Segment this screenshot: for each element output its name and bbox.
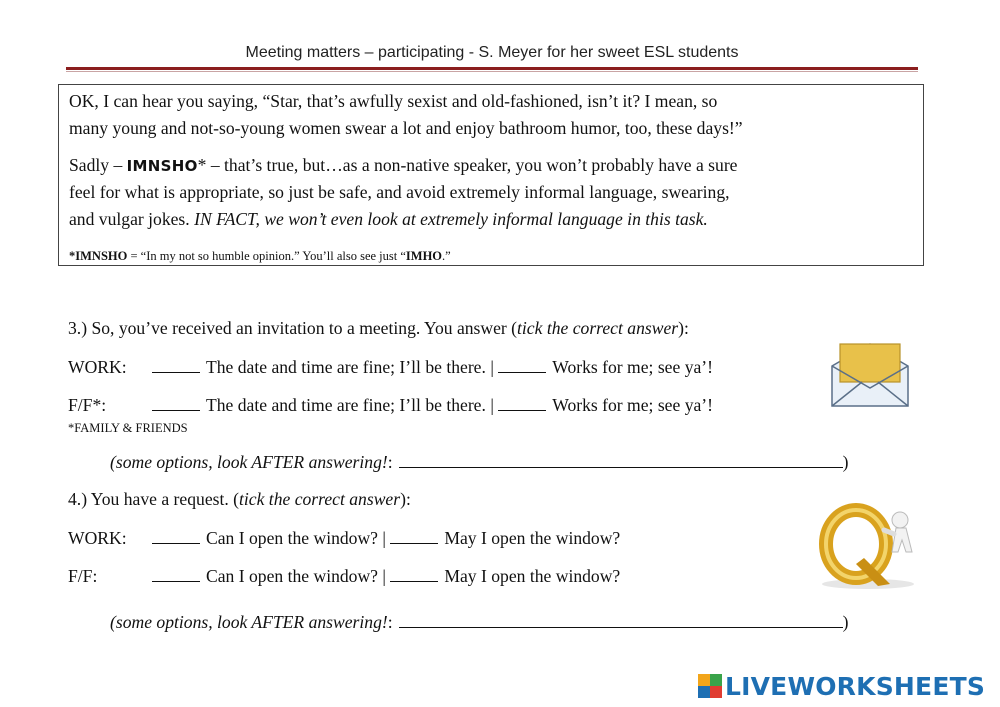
q4-options-field[interactable] (399, 613, 843, 628)
q4-options-colon: : (387, 612, 393, 632)
q3-work-option-b: Works for me; see ya’! (552, 357, 714, 377)
brand-text: LIVEWORKSHEETS (725, 671, 986, 701)
q3-work-blank-b[interactable] (498, 358, 546, 373)
q4-work-blank-b[interactable] (390, 529, 438, 544)
q3-ff-separator: | (490, 395, 494, 415)
q3-ff-option-b: Works for me; see ya’! (552, 395, 714, 415)
q3-work-row (68, 357, 713, 378)
q3-options-field[interactable] (399, 453, 843, 468)
note-line-1: OK, I can hear you saying, “Star, that’s awfully sexist and old-fashioned, isn’t it? I mean, so (69, 91, 718, 111)
q4-work-option-b: May I open the window? (444, 528, 621, 548)
q4-work-option-a: Can I open the window? (206, 528, 378, 548)
page-header: Meeting matters – participating - S. Meyer for her sweet ESL students (245, 44, 739, 61)
q4-ff-blank-b[interactable] (390, 567, 438, 582)
q3-prompt (68, 318, 689, 339)
note-line-4: feel for what is appropriate, so just be safe, and avoid extremely informal language, swearing, (69, 182, 730, 202)
q3-work-label: WORK: (68, 357, 127, 377)
q4-ff-blank-a[interactable] (152, 567, 200, 582)
q3-ff-blank-b[interactable] (498, 396, 546, 411)
q4-prompt-text: 4.) You have a request. ( (68, 489, 240, 509)
q4-prompt (68, 489, 411, 510)
q3-prompt-end: ): (678, 318, 689, 338)
q4-prompt-italic: tick the correct answer (239, 489, 401, 509)
q3-prompt-italic: tick the correct answer (517, 318, 679, 338)
q3-options-line (110, 452, 849, 473)
note-line-5-italic: IN FACT, we won’t even look at extremely informal language in this task. (194, 209, 708, 229)
note-line-2: many young and not-so-young women swear a lot and enjoy bathroom humor, too, these days!” (69, 118, 743, 138)
q4-prompt-end: ): (400, 489, 411, 509)
q4-ff-option-a: Can I open the window? (206, 566, 378, 586)
q4-work-row (68, 528, 620, 549)
q4-work-blank-a[interactable] (152, 529, 200, 544)
header-divider (66, 67, 918, 70)
imnsho-footnote (69, 249, 451, 264)
envelope-icon (828, 336, 912, 410)
note-line-5-plain: and vulgar jokes. (69, 209, 195, 229)
q3-work-blank-a[interactable] (152, 358, 200, 373)
q4-ff-label: F/F: (68, 566, 98, 586)
note-line-3-pre: Sadly – (69, 155, 127, 175)
q3-options-close: ) (842, 452, 849, 472)
footnote-imho: IMHO (405, 249, 443, 263)
q4-ff-option-b: May I open the window? (444, 566, 621, 586)
q4-work-label: WORK: (68, 528, 127, 548)
q4-ff-row (68, 566, 620, 587)
footnote-mid: = “In my not so humble opinion.” You’ll also see just “ (127, 249, 406, 263)
q4-options-close: ) (842, 612, 849, 632)
liveworksheets-brand (698, 672, 985, 700)
note-box (58, 84, 924, 266)
q3-ff-blank-a[interactable] (152, 396, 200, 411)
liveworksheets-logo-icon (698, 674, 722, 698)
footnote-end: .” (442, 249, 451, 263)
q4-options-line (110, 612, 849, 633)
q-figure-icon (816, 500, 920, 590)
note-line-3-post: * – that’s true, but…as a non-native speaker, you won’t probably have a sure (197, 155, 738, 175)
footnote-term: *IMNSHO (69, 249, 128, 263)
q3-work-separator: | (490, 357, 494, 377)
q4-work-separator: | (382, 528, 386, 548)
q3-options-label: (some options, look AFTER answering! (110, 452, 388, 472)
q3-ff-label: F/F*: (68, 395, 107, 415)
note-line-3 (69, 155, 738, 176)
q3-work-option-a: The date and time are fine; I’ll be there. (206, 357, 486, 377)
q3-ff-row (68, 395, 713, 416)
imnsho-term: IMNSHO (126, 157, 198, 175)
q3-options-colon: : (387, 452, 393, 472)
q4-options-label: (some options, look AFTER answering! (110, 612, 388, 632)
note-line-5 (69, 209, 708, 230)
q3-ff-option-a: The date and time are fine; I’ll be there. (206, 395, 486, 415)
q4-ff-separator: | (382, 566, 386, 586)
header-divider-thin (66, 71, 918, 72)
family-friends-footnote: *FAMILY & FRIENDS (68, 421, 188, 435)
q3-prompt-text: 3.) So, you’ve received an invitation to a meeting. You answer ( (68, 318, 518, 338)
